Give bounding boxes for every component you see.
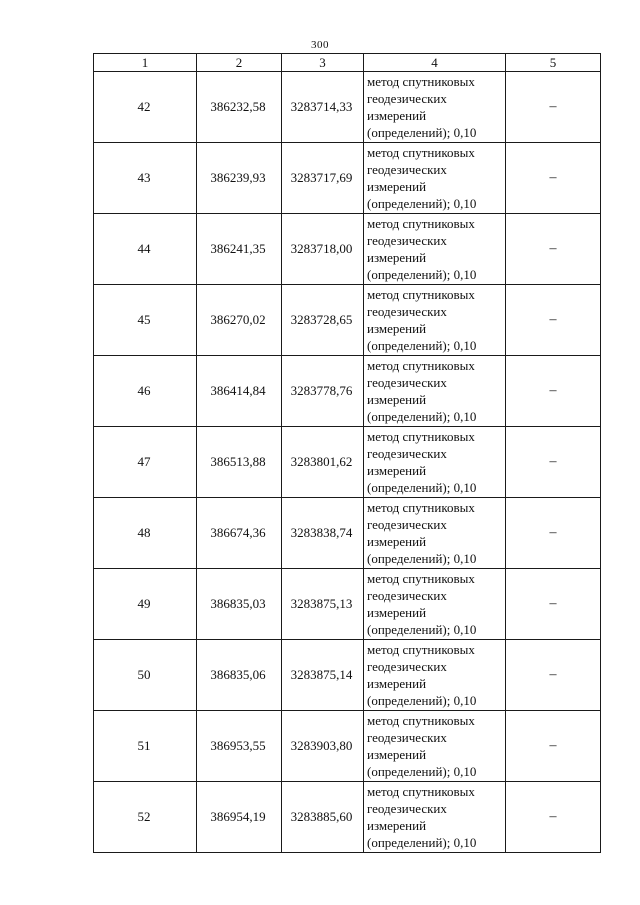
method-text-line: геодезических bbox=[367, 91, 447, 106]
method-text-line: (определений); 0,10 bbox=[367, 622, 477, 637]
method-text-line: геодезических bbox=[367, 588, 447, 603]
coordinate-x-cell: 386270,02 bbox=[197, 285, 282, 356]
method-text-line: (определений); 0,10 bbox=[367, 480, 477, 495]
method-text-line: метод спутниковых bbox=[367, 713, 475, 728]
point-number-cell: 48 bbox=[94, 498, 197, 569]
method-text-line: измерений bbox=[367, 321, 427, 336]
page-number: 300 bbox=[311, 39, 329, 51]
method-text-line: измерений bbox=[367, 108, 427, 123]
method-text-line: метод спутниковых bbox=[367, 287, 475, 302]
method-text-line: метод спутниковых bbox=[367, 358, 475, 373]
method-text-line: геодезических bbox=[367, 162, 447, 177]
note-cell: – bbox=[506, 569, 601, 640]
note-cell: – bbox=[506, 143, 601, 214]
point-number-cell: 45 bbox=[94, 285, 197, 356]
method-cell bbox=[364, 569, 506, 640]
coordinate-x-cell: 386241,35 bbox=[197, 214, 282, 285]
table-row bbox=[94, 569, 601, 640]
note-cell: – bbox=[506, 711, 601, 782]
coordinate-y-cell: 3283778,76 bbox=[282, 356, 364, 427]
point-number-cell: 49 bbox=[94, 569, 197, 640]
note-cell: – bbox=[506, 427, 601, 498]
coordinates-table bbox=[93, 53, 601, 853]
method-cell bbox=[364, 640, 506, 711]
method-text-line: геодезических bbox=[367, 375, 447, 390]
column-header-1: 1 bbox=[94, 54, 197, 72]
note-cell: – bbox=[506, 498, 601, 569]
column-header-5: 5 bbox=[506, 54, 601, 72]
method-text-line: (определений); 0,10 bbox=[367, 267, 477, 282]
coordinate-x-cell: 386674,36 bbox=[197, 498, 282, 569]
method-text-line: геодезических bbox=[367, 730, 447, 745]
method-text-line: измерений bbox=[367, 179, 427, 194]
coordinate-y-cell: 3283838,74 bbox=[282, 498, 364, 569]
point-number-cell: 51 bbox=[94, 711, 197, 782]
table-row bbox=[94, 285, 601, 356]
coordinate-x-cell: 386414,84 bbox=[197, 356, 282, 427]
table-header-row bbox=[94, 54, 601, 72]
coordinate-x-cell: 386954,19 bbox=[197, 782, 282, 853]
method-text-line: измерений bbox=[367, 605, 427, 620]
coordinate-y-cell: 3283728,65 bbox=[282, 285, 364, 356]
coordinate-y-cell: 3283903,80 bbox=[282, 711, 364, 782]
coordinate-y-cell: 3283875,14 bbox=[282, 640, 364, 711]
table-row bbox=[94, 214, 601, 285]
point-number-cell: 43 bbox=[94, 143, 197, 214]
method-text-line: геодезических bbox=[367, 517, 447, 532]
method-text-line: измерений bbox=[367, 463, 427, 478]
coordinate-x-cell: 386835,03 bbox=[197, 569, 282, 640]
note-cell: – bbox=[506, 782, 601, 853]
method-text-line: (определений); 0,10 bbox=[367, 409, 477, 424]
method-text-line: (определений); 0,10 bbox=[367, 125, 477, 140]
coordinate-x-cell: 386513,88 bbox=[197, 427, 282, 498]
note-cell: – bbox=[506, 640, 601, 711]
note-cell: – bbox=[506, 72, 601, 143]
table-row bbox=[94, 143, 601, 214]
note-cell: – bbox=[506, 285, 601, 356]
coordinate-y-cell: 3283875,13 bbox=[282, 569, 364, 640]
column-header-4: 4 bbox=[364, 54, 506, 72]
coordinate-y-cell: 3283718,00 bbox=[282, 214, 364, 285]
method-text-line: метод спутниковых bbox=[367, 571, 475, 586]
method-cell bbox=[364, 72, 506, 143]
method-text-line: (определений); 0,10 bbox=[367, 835, 477, 850]
method-cell bbox=[364, 214, 506, 285]
table-row bbox=[94, 640, 601, 711]
point-number-cell: 50 bbox=[94, 640, 197, 711]
table-body bbox=[94, 72, 601, 853]
table-row bbox=[94, 498, 601, 569]
coordinate-x-cell: 386239,93 bbox=[197, 143, 282, 214]
method-cell bbox=[364, 427, 506, 498]
note-cell: – bbox=[506, 356, 601, 427]
method-text-line: (определений); 0,10 bbox=[367, 551, 477, 566]
point-number-cell: 46 bbox=[94, 356, 197, 427]
method-text-line: метод спутниковых bbox=[367, 784, 475, 799]
method-text-line: (определений); 0,10 bbox=[367, 338, 477, 353]
method-text-line: (определений); 0,10 bbox=[367, 196, 477, 211]
method-text-line: геодезических bbox=[367, 304, 447, 319]
coordinate-y-cell: 3283801,62 bbox=[282, 427, 364, 498]
point-number-cell: 47 bbox=[94, 427, 197, 498]
table-row bbox=[94, 782, 601, 853]
method-text-line: измерений bbox=[367, 818, 427, 833]
method-cell bbox=[364, 782, 506, 853]
coordinate-y-cell: 3283885,60 bbox=[282, 782, 364, 853]
method-text-line: метод спутниковых bbox=[367, 429, 475, 444]
method-cell bbox=[364, 711, 506, 782]
method-cell bbox=[364, 356, 506, 427]
method-cell bbox=[364, 285, 506, 356]
method-text-line: измерений bbox=[367, 250, 427, 265]
column-header-3: 3 bbox=[282, 54, 364, 72]
method-text-line: геодезических bbox=[367, 446, 447, 461]
method-text-line: метод спутниковых bbox=[367, 145, 475, 160]
coordinate-x-cell: 386232,58 bbox=[197, 72, 282, 143]
coordinate-y-cell: 3283714,33 bbox=[282, 72, 364, 143]
method-text-line: геодезических bbox=[367, 659, 447, 674]
method-text-line: метод спутниковых bbox=[367, 74, 475, 89]
method-text-line: измерений bbox=[367, 392, 427, 407]
point-number-cell: 44 bbox=[94, 214, 197, 285]
method-text-line: (определений); 0,10 bbox=[367, 693, 477, 708]
table-row bbox=[94, 711, 601, 782]
method-text-line: метод спутниковых bbox=[367, 216, 475, 231]
method-text-line: геодезических bbox=[367, 233, 447, 248]
method-cell bbox=[364, 143, 506, 214]
method-cell bbox=[364, 498, 506, 569]
method-text-line: измерений bbox=[367, 747, 427, 762]
method-text-line: метод спутниковых bbox=[367, 642, 475, 657]
coordinate-y-cell: 3283717,69 bbox=[282, 143, 364, 214]
method-text-line: измерений bbox=[367, 676, 427, 691]
table-row bbox=[94, 72, 601, 143]
table-row bbox=[94, 356, 601, 427]
point-number-cell: 52 bbox=[94, 782, 197, 853]
point-number-cell: 42 bbox=[94, 72, 197, 143]
coordinate-x-cell: 386953,55 bbox=[197, 711, 282, 782]
table-row bbox=[94, 427, 601, 498]
note-cell: – bbox=[506, 214, 601, 285]
method-text-line: измерений bbox=[367, 534, 427, 549]
method-text-line: (определений); 0,10 bbox=[367, 764, 477, 779]
coordinate-x-cell: 386835,06 bbox=[197, 640, 282, 711]
method-text-line: метод спутниковых bbox=[367, 500, 475, 515]
method-text-line: геодезических bbox=[367, 801, 447, 816]
column-header-2: 2 bbox=[197, 54, 282, 72]
